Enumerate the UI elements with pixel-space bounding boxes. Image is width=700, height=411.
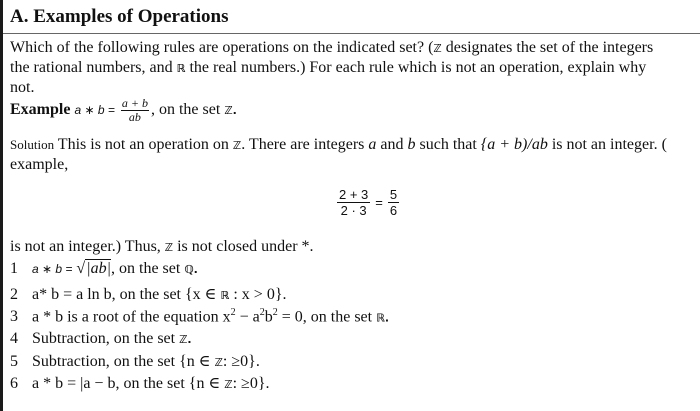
section-heading: A. Examples of Operations [10, 6, 229, 27]
example-denominator: ab [128, 110, 141, 124]
solution-expr: {a + b)/ab [480, 136, 548, 153]
item-text: Subtraction, on the set {n ∈ [32, 353, 211, 370]
equation-left-fraction [337, 187, 370, 218]
list-item [10, 330, 192, 348]
equation-right-denominator: 6 [389, 203, 398, 218]
example-equation [337, 187, 399, 218]
intro-line-2 [10, 59, 646, 77]
solution-line-1 [10, 136, 667, 154]
item-number: 6 [10, 375, 18, 392]
equation-right-numerator: 5 [389, 187, 398, 202]
and-word: and [380, 136, 404, 153]
item-number: 5 [10, 353, 18, 370]
equation-right-fraction [388, 187, 399, 218]
item-text-end: : x > 0}. [233, 286, 287, 303]
item-sqrt: |ab| [86, 260, 111, 277]
item-sup: 2 [272, 307, 278, 318]
left-border [0, 0, 3, 411]
item-sup: 2 [230, 307, 236, 318]
var-a: a [368, 136, 377, 153]
solution-set: ℤ [232, 139, 242, 152]
intro-line-3: not. [10, 79, 35, 96]
example-label: Example [10, 101, 71, 119]
item-number: 3 [10, 308, 18, 326]
example-numerator: a + b [121, 96, 148, 110]
item-text: , on the set [111, 260, 181, 277]
item-set: ℤ [214, 356, 223, 369]
list-item [10, 307, 389, 326]
item-set: ℤ [224, 378, 233, 391]
intro-text-1: Which of the following rules are operations on the indicated set? ( [10, 39, 434, 56]
conclusion-line [10, 238, 314, 256]
item-text: a* b = a ln b, on the set {x ∈ [32, 286, 217, 303]
list-item [10, 284, 287, 304]
conclusion-set: ℤ [164, 241, 174, 254]
integers-symbol: ℤ [433, 42, 442, 55]
example-rest: , on the set [150, 101, 221, 119]
heading-divider [3, 33, 700, 34]
solution-text-b: . There are integers [241, 136, 365, 153]
equation-left-denominator: 2 · 3 [340, 203, 367, 218]
example-lhs: a ∗ b = [74, 103, 115, 118]
item-number: 2 [10, 286, 18, 303]
item-text-end: : ≥0}. [222, 353, 260, 370]
item-sup: 2 [259, 307, 265, 318]
solution-line-2: example, [10, 156, 69, 173]
item-number: 1 [10, 260, 18, 277]
solution-text-d: is not an integer. ( [551, 136, 667, 153]
intro-text-1-end: designates the set of the integers [445, 39, 654, 56]
item-text: Subtraction, on the set [32, 330, 176, 347]
equation-equals: = [375, 195, 383, 210]
example-line [10, 97, 237, 124]
intro-text-2a: the rational numbers, and [10, 59, 173, 76]
item-set: ℝ. [376, 311, 390, 325]
solution-text-c: such that [419, 136, 477, 153]
item-text: a * b = |a − b, on the set {n ∈ [32, 375, 221, 392]
conclusion-text-a: is not an integer.) Thus, [10, 238, 161, 255]
item-set: ℚ. [184, 263, 198, 276]
item-number: 4 [10, 330, 18, 347]
item-text-end: = 0, on the set [277, 308, 373, 326]
item-set: ℤ. [179, 333, 192, 346]
example-set: ℤ. [224, 104, 237, 118]
intro-line-1 [10, 39, 653, 57]
equation-left-numerator: 2 + 3 [339, 187, 369, 202]
item-text-end: : ≥0}. [232, 375, 270, 392]
item-set: ℝ [220, 289, 230, 302]
item-text-mid: − a [235, 308, 260, 326]
list-item: 1 a ∗ b = √|ab|, on the set ℚ. [10, 260, 198, 277]
item-text: a * b is a root of the equation x [32, 308, 231, 326]
list-item [10, 373, 270, 393]
list-item [10, 351, 260, 371]
item-rule: a ∗ b = [32, 262, 73, 276]
solution-text-a: This is not an operation on [57, 136, 229, 153]
item-text-mid2: b [264, 308, 273, 326]
solution-label: Solution [10, 137, 55, 152]
conclusion-text-b: is not closed under *. [177, 238, 314, 255]
example-fraction [121, 97, 149, 124]
var-b: b [407, 136, 416, 153]
intro-text-2b: the real numbers.) For each rule which is not an operation, explain why [189, 59, 647, 76]
reals-symbol: ℝ [176, 62, 186, 75]
